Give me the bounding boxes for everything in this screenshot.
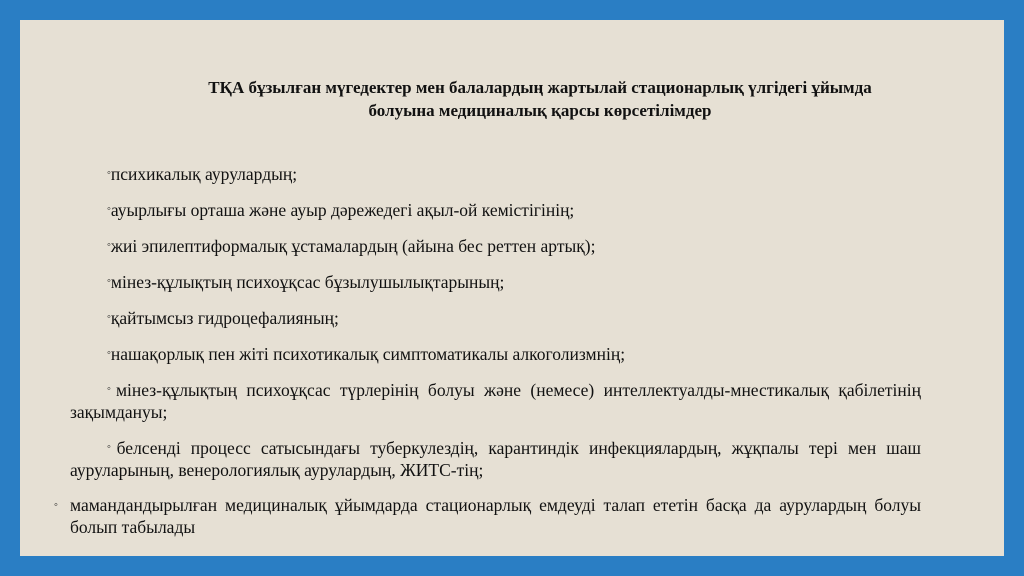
- slide: [20, 20, 1004, 556]
- list-item: [70, 378, 921, 423]
- list-item-text: нашақорлық пен жіті психотикалық симптоматикалы алкоголизмнің;: [110, 344, 626, 364]
- list-item: [70, 198, 921, 221]
- list-item: [70, 306, 921, 329]
- list-item-text: мамандандырылған медициналық ұйымдарда стационарлық емдеуді талап ететін басқа да аурулардың болуы болып табылады: [70, 495, 921, 537]
- bullet-icon: ◦: [107, 311, 111, 323]
- bullet-icon: ◦: [107, 275, 111, 287]
- bullet-icon: ◦: [107, 239, 111, 251]
- bullet-icon: ◦: [107, 347, 111, 359]
- list-item: [70, 436, 921, 481]
- list-item-text: белсенді процесс сатысындағы туберкулездің, карантиндік инфекциялардың, жұқпалы тері мен шаш ауруларының, венерологиялық аурулардың, ЖИТС-тің;: [70, 438, 921, 480]
- list-item-text: қайтымсыз гидроцефалияның;: [110, 308, 339, 328]
- bullet-icon: ◦: [107, 383, 116, 395]
- bullet-icon: ◦: [54, 499, 58, 511]
- list-item: [70, 270, 921, 293]
- bullet-icon: ◦: [107, 203, 111, 215]
- slide-title: [80, 76, 1000, 122]
- list-item-text: психикалық аурулардың;: [110, 164, 298, 184]
- bullet-icon: ◦: [107, 441, 117, 453]
- list-item: [70, 162, 921, 185]
- list-item-text: мінез-құлықтың психоұқсас бұзылушылықтарының;: [110, 272, 505, 292]
- list-item-text: ауырлығы орташа және ауыр дәрежедегі ақыл-ой кемістігінің;: [110, 200, 575, 220]
- list-item-text: мінез-құлықтың психоұқсас түрлерінің болуы және (немесе) интеллектуалды-мнестикалық қабілетінің зақымдануы;: [70, 380, 921, 422]
- title-line-2: болуына медициналық қарсы көрсетілімдер: [368, 101, 712, 120]
- title-line-1: ТҚА бұзылған мүгедектер мен балалардың жартылай стационарлық үлгідегі ұйымда: [208, 78, 872, 97]
- bullet-icon: ◦: [107, 167, 111, 179]
- contraindications-list: [54, 162, 921, 538]
- list-item: [70, 234, 921, 257]
- list-item: [70, 342, 921, 365]
- list-item-text: жиі эпилептиформалық ұстамалардың (айына бес реттен артық);: [110, 236, 596, 256]
- list-item: [54, 494, 921, 538]
